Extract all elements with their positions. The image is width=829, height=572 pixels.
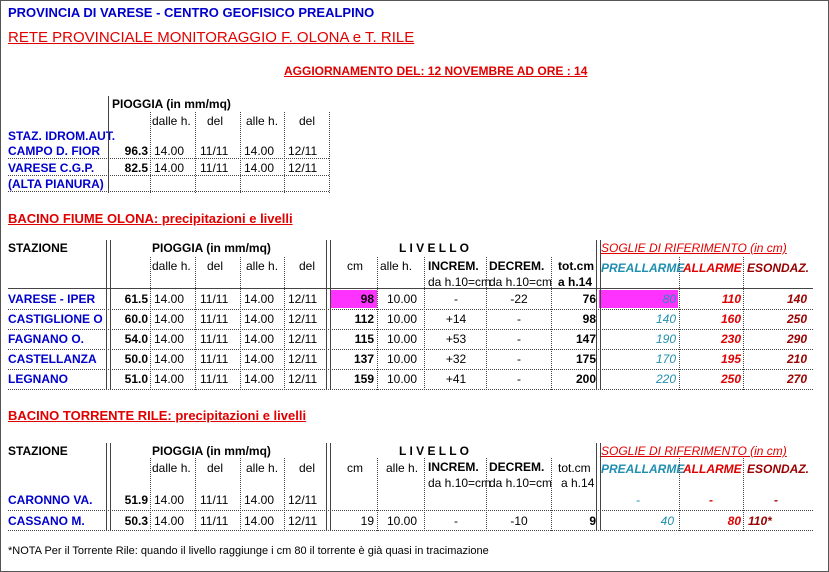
cell-tot: 200 [575,372,596,386]
cell-name: VARESE - IPER [8,292,96,306]
cell-decr: - [517,372,521,386]
cell-decr: -10 [510,514,528,528]
cell-decr: -22 [510,292,528,306]
cell-from-h: 14.00 [154,352,185,366]
cell-from-d: 11/11 [200,332,229,346]
cell-all: 160 [720,312,741,326]
col-esondaz: ESONDAZ. [747,462,810,476]
col-cm: cm [347,259,363,273]
cell-name: FAGNANO O. [8,332,85,346]
col-cm: cm [347,461,363,475]
grid-line [106,240,111,390]
grid-line [551,257,552,390]
grid-line [551,458,552,531]
cell-rain: 61.5 [124,292,148,306]
col-del2: del [299,259,316,273]
grid-line [8,510,813,511]
cell-to-h: 14.00 [244,332,275,346]
cell-cm: 115 [354,332,374,346]
col-increm-sub: da h.10=cm [428,275,492,289]
to-hour: 14.00 [244,161,275,175]
cell-to-d: 12/11 [288,312,318,326]
col-increm: INCREM. [428,259,479,273]
cell-at-h: 10.00 [386,372,418,386]
cell-rain: 54.0 [124,332,148,346]
cell-from-h: 14.00 [154,332,185,346]
from-date: 11/11 [200,144,229,158]
grid-line [150,458,151,531]
grid-line [284,257,285,390]
cell-all: 230 [720,332,741,346]
col-dalle: dalle h. [152,461,191,475]
rain-sub-del2: del [299,114,316,128]
cell-to-d: 12/11 [288,493,318,507]
col-pioggia: PIOGGIA (in mm/mq) [152,444,271,458]
cell-all: 110 [721,292,741,306]
alta-pianura-note: (ALTA PIANURA) [8,177,104,191]
grid-line [486,458,487,531]
cell-from-d: 11/11 [200,372,229,386]
grid-line [195,458,196,531]
grid-line [486,257,487,390]
col-tot-sub: a h.14 [558,275,593,289]
cell-to-h: 14.00 [244,514,275,528]
grid-line [8,191,329,192]
grid-line [8,369,813,370]
from-hour: 14.00 [154,161,185,175]
cell-rain: 51.9 [124,493,148,507]
cell-eso: 250 [786,312,807,326]
cell-from-d: 11/11 [200,514,229,528]
col-decrem-sub: da h.10=cm [489,476,553,490]
grid-line [284,458,285,531]
cell-rain: 50.0 [124,352,148,366]
cell-eso: 290 [786,332,807,346]
col-alle: alle h. [246,461,279,475]
col-tot-sub: a h.14 [561,476,595,490]
grid-line [326,443,331,531]
cell-to-d: 12/11 [288,332,318,346]
cell-pre: - [636,493,640,507]
cell-tot: 9 [589,514,596,528]
cell-pre: 220 [655,372,676,386]
cell-decr: - [517,352,521,366]
cell-from-d: 11/11 [200,292,229,306]
to-date: 12/11 [288,144,318,158]
cell-cm: 112 [354,312,374,326]
cell-eso: 140 [786,292,807,306]
cell-to-d: 12/11 [288,292,318,306]
cell-all: 250 [720,372,741,386]
cell-incr: +41 [445,372,467,386]
cell-to-h: 14.00 [244,352,275,366]
col-soglie: SOGLIE DI RIFERIMENTO (in cm) [601,444,787,458]
grid-line [679,458,680,531]
cell-all: 195 [720,352,741,366]
cell-to-d: 12/11 [288,514,318,528]
col-increm: INCREM. [428,460,479,474]
grid-line [195,112,196,193]
cell-cm: 159 [353,372,374,386]
col-decrem: DECREM. [489,259,545,273]
cell-to-h: 14.00 [244,312,275,326]
cell-incr: +14 [445,312,467,326]
cell-to-h: 14.00 [244,292,275,306]
col-preallarme: PREALLARME [601,261,685,275]
cell-tot: 76 [582,292,596,306]
grid-line [679,257,680,390]
col-dalle: dalle h. [152,259,191,273]
cell-at-h: 10.00 [386,332,418,346]
grid-line [377,257,378,390]
cell-all: - [709,493,713,507]
cell-decr: - [517,332,521,346]
rile-section-title: BACINO TORRENTE RILE: precipitazioni e livelli [8,408,307,423]
grid-line [108,96,109,193]
col-preallarme: PREALLARME [601,462,685,476]
station-name: VARESE C.G.P. [8,161,95,175]
grid-line [240,458,241,531]
grid-line [424,458,425,531]
footnote: *NOTA Per il Torrente Rile: quando il livello raggiunge i cm 80 il torrente è già quasi in tracimazione [8,545,489,557]
col-increm-sub: da h.10=cm [428,476,492,490]
cell-eso: 210 [786,352,807,366]
network-title: RETE PROVINCIALE MONITORAGGIO F. OLONA e T. RILE [8,29,415,46]
cell-from-d: 11/11 [200,352,229,366]
cell-from-d: 11/11 [200,493,229,507]
col-tot: tot.cm [558,259,594,273]
col-alle-h: alle h. [386,461,419,475]
cell-cm: 98 [360,292,374,306]
col-decrem-sub: da h.10=cm [489,275,553,289]
cell-tot: 147 [575,332,596,346]
grid-line [8,389,813,390]
cell-tot: 175 [575,352,596,366]
cell-decr: - [517,312,521,326]
grid-line [8,158,329,159]
rain-sub-dalle: dalle h. [152,114,191,128]
grid-line [377,458,378,531]
col-livello: L I V E L L O [399,444,470,458]
update-line: AGGIORNAMENTO DEL: 12 NOVEMBRE AD ORE : 14 [284,64,588,78]
grid-line [743,257,744,390]
cell-from-d: 11/11 [200,312,229,326]
rain-value: 96.3 [124,144,148,158]
col-stazione: STAZIONE [8,241,68,255]
col-soglie: SOGLIE DI RIFERIMENTO (in cm) [601,241,787,255]
col-tot: tot.cm [558,461,591,475]
grid-line [424,257,425,390]
cell-name: CASTIGLIONE O [8,312,103,326]
grid-line [106,443,111,531]
grid-line [743,458,744,531]
grid-line [8,329,813,330]
rain-pioggia-label: PIOGGIA (in mm/mq) [112,97,231,111]
cell-from-h: 14.00 [154,514,185,528]
col-allarme: ALLARME [683,261,742,275]
cell-incr: - [454,514,458,528]
grid-line [8,175,329,176]
cell-incr: - [454,292,458,306]
col-alle-h: alle h. [380,259,413,273]
cell-name: CARONNO VA. [8,493,93,507]
org-title: PROVINCIA DI VARESE - CENTRO GEOFISICO PREALPINO [8,5,375,20]
grid-line [596,443,601,531]
cell-from-h: 14.00 [154,372,185,386]
cell-at-h: 10.00 [386,292,418,306]
cell-from-h: 14.00 [154,292,185,306]
col-del2: del [299,461,316,475]
grid-line [8,530,813,531]
cell-to-h: 14.00 [244,372,275,386]
cell-eso: 270 [786,372,807,386]
col-del: del [207,259,224,273]
cell-incr: +53 [445,332,467,346]
cell-pre: 190 [655,332,676,346]
cell-rain: 51.0 [124,372,148,386]
col-esondaz: ESONDAZ. [747,261,810,275]
from-date: 11/11 [200,161,229,175]
col-alle: alle h. [246,259,279,273]
cell-from-h: 14.00 [154,312,185,326]
col-decrem: DECREM. [489,460,545,474]
grid-line [596,240,601,390]
grid-line [8,288,813,289]
grid-line [8,349,813,350]
col-livello: L I V E L L O [399,241,470,255]
cell-at-h: 10.00 [386,312,418,326]
col-allarme: ALLARME [683,462,742,476]
grid-line [150,257,151,390]
grid-line [240,257,241,390]
cell-pre: 170 [655,352,676,366]
cell-tot: 98 [582,312,596,326]
cell-rain: 50.3 [124,514,148,528]
cell-cm: 137 [353,352,374,366]
cell-pre: 40 [660,514,674,528]
cell-at-h: 10.00 [386,352,418,366]
olona-section-title: BACINO FIUME OLONA: precipitazioni e livelli [8,211,293,226]
cell-all: 80 [727,514,741,528]
cell-pre: 80 [662,292,676,306]
from-hour: 14.00 [154,144,185,158]
grid-line [284,112,285,193]
grid-line [195,257,196,390]
to-date: 12/11 [288,161,318,175]
cell-name: CASTELLANZA [8,352,97,366]
rain-value: 82.5 [124,161,148,175]
grid-line [8,309,813,310]
cell-eso: 110* [748,514,772,528]
col-del: del [207,461,224,475]
staz-label: STAZ. IDROM.AUT. [8,129,116,143]
cell-to-d: 12/11 [288,352,318,366]
cell-from-h: 14.00 [154,493,185,507]
grid-line [329,112,330,193]
rain-sub-alle: alle h. [246,114,279,128]
cell-incr: +32 [445,352,467,366]
to-hour: 14.00 [244,144,275,158]
cell-at-h: 10.00 [386,514,418,528]
cell-cm: 19 [360,514,374,528]
cell-pre: 140 [655,312,676,326]
cell-name: LEGNANO [8,372,68,386]
station-name: CAMPO D. FIOR [8,144,100,158]
grid-line [326,240,331,390]
cell-to-h: 14.00 [244,493,275,507]
rain-sub-del: del [207,114,224,128]
cell-name: CASSANO M. [8,514,85,528]
cell-rain: 60.0 [124,312,148,326]
col-stazione: STAZIONE [8,444,68,458]
grid-line [240,112,241,193]
col-pioggia: PIOGGIA (in mm/mq) [152,241,271,255]
cell-eso: - [774,493,778,507]
grid-line [150,112,151,193]
cell-to-d: 12/11 [288,372,318,386]
